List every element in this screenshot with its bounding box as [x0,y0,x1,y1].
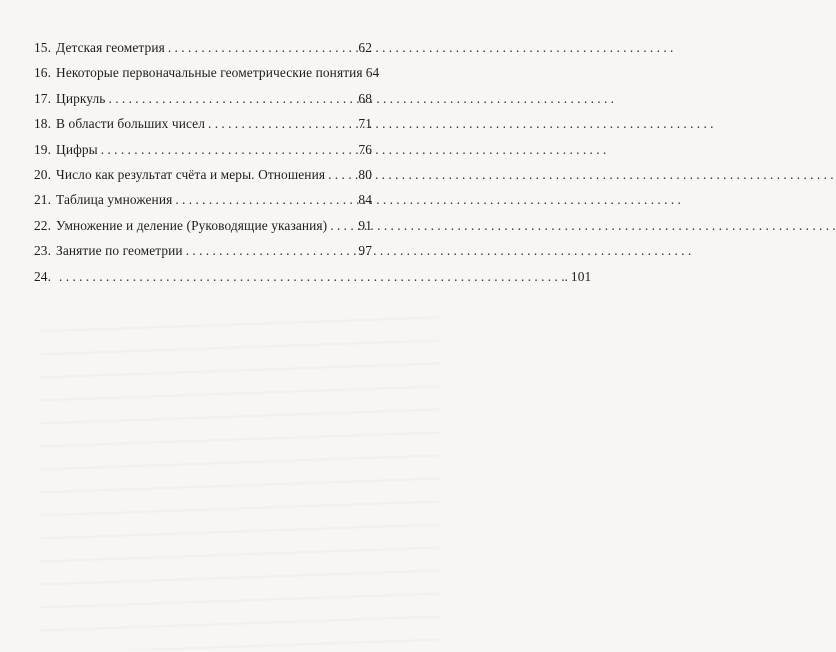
toc-entry-page: 64 [365,65,380,81]
toc-entry-page: 84 [358,192,372,208]
toc-entry-title: Занятие по геометрии [56,243,183,259]
toc-entry [34,243,372,268]
table-of-contents [34,40,592,294]
toc-entry-title: Некоторые первоначальные геометрические понятия [56,65,363,81]
toc-entry [34,142,372,167]
toc-leader-dots [208,116,355,132]
toc-entry-title: Цифры [56,141,98,157]
reverse-side-show-through [40,310,440,650]
toc-leader-dots [175,192,355,208]
toc-entry-page: 76 [358,141,372,157]
toc-leader-dots [109,91,356,107]
toc-entry [34,91,372,116]
toc-entry [34,40,372,65]
toc-entry-number: 20. [34,166,52,182]
toc-entry [34,268,592,294]
toc-entry-page: 71 [358,116,372,132]
toc-entry-number: 16. [34,65,52,81]
toc-entry-number: 24. [34,268,52,284]
toc-entry [34,192,372,217]
toc-entry-page: 97 [358,243,372,259]
toc-leader-dots [101,142,356,158]
toc-entry-page: 68 [358,90,372,106]
toc-leader-dots [186,243,356,259]
toc-entry-title: В области больших чисел [56,116,206,132]
toc-entry-page: 91 [358,217,372,233]
toc-leader-dots [330,218,355,234]
toc-entry-number: 19. [34,141,52,157]
toc-entry-title: Циркуль [56,90,106,106]
toc-entry [34,65,380,90]
toc-entry-page: 80 [358,166,372,182]
toc-entry [34,167,372,192]
toc-entry-number: 22. [34,217,52,233]
toc-entry-page: 101 [570,268,592,284]
toc-entry-number: 18. [34,116,52,132]
toc-entry-title: Умножение и деление (Руководящие указания) [56,217,328,233]
toc-entry-title: Число как результат счёта и меры. Отношения [56,166,326,182]
toc-entry-page: 62 [358,40,372,55]
toc-leader-dots [168,40,356,56]
toc-entry-number: 21. [34,192,52,208]
toc-entry-number: 17. [34,90,52,106]
toc-entry [34,218,372,243]
toc-leader-dots: . . . . [59,269,568,285]
toc-entry-number: 15. [34,40,52,55]
toc-leader-dots [328,167,355,183]
toc-entry [34,116,372,141]
toc-entry-title: Таблица умножения [56,192,173,208]
toc-entry-title: Детская геометрия [56,40,165,55]
toc-entry-number: 23. [34,243,52,259]
